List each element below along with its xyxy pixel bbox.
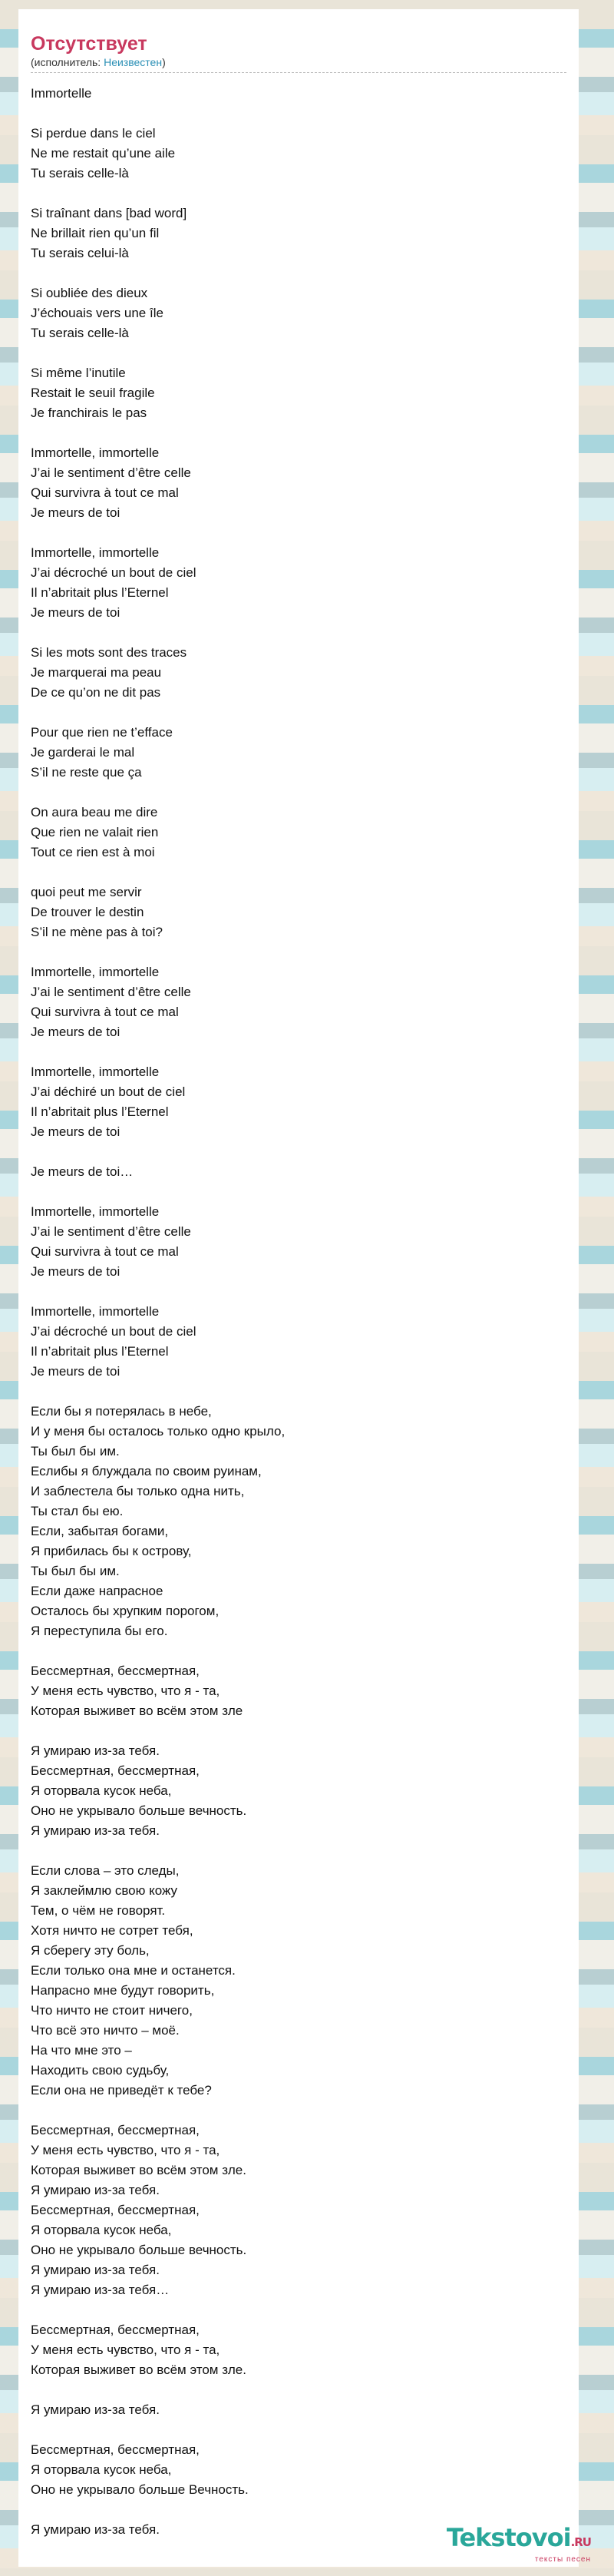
lyrics-line: Il n’abritait plus l’Eternel xyxy=(31,1104,169,1119)
lyrics-line: De ce qu’on ne dit pas xyxy=(31,685,161,700)
lyrics-line: Ne me restait qu’une aile xyxy=(31,146,176,161)
lyrics-line: J’ai décroché un bout de ciel xyxy=(31,565,196,580)
lyrics-line: Если только она мне и останется. xyxy=(31,1963,236,1978)
lyrics-line: Я умираю из-за тебя. xyxy=(31,2402,160,2417)
lyrics-stanza xyxy=(31,2400,566,2420)
lyrics-line: И заблестела бы только одна нить, xyxy=(31,1484,245,1498)
lyrics-line: Immortelle, immortelle xyxy=(31,545,160,560)
lyrics-line: Я прибилась бы к острову, xyxy=(31,1544,192,1558)
lyrics-line: Что всё это ничто – моё. xyxy=(31,2023,180,2038)
lyrics-line: Tu serais celle-là xyxy=(31,166,129,180)
lyrics-line: Если бы я потерялась в небе, xyxy=(31,1404,212,1419)
lyrics-line: Осталось бы хрупким порогом, xyxy=(31,1604,220,1618)
lyrics-line: Pour que rien ne t’efface xyxy=(31,725,173,740)
lyrics-line: Я переступила бы его. xyxy=(31,1624,168,1638)
lyrics-line: Tu serais celle-là xyxy=(31,326,129,340)
lyrics-stanza xyxy=(31,643,566,703)
lyrics-stanza xyxy=(31,84,566,104)
logo-name: Tekstovoi xyxy=(446,2523,571,2552)
lyrics-line: Еслибы я блуждала по своим руинам, xyxy=(31,1464,262,1478)
lyrics-line: Je garderai le mal xyxy=(31,745,135,760)
lyrics-stanza xyxy=(31,1162,566,1182)
lyrics-line: De trouver le destin xyxy=(31,905,144,919)
lyrics-stanza xyxy=(31,1741,566,1841)
lyrics-line: On aura beau me dire xyxy=(31,805,158,819)
lyrics-stanza xyxy=(31,1861,566,2101)
lyrics-line: Ты был бы им. xyxy=(31,1564,120,1578)
lyrics-line: И у меня бы осталось только одно крыло, xyxy=(31,1424,286,1439)
lyrics-line: Если даже напрасное xyxy=(31,1584,163,1598)
lyrics-line: Ne brillait rien qu’un fil xyxy=(31,226,160,240)
lyrics-line: У меня есть чувство, что я - та, xyxy=(31,1684,220,1698)
lyrics-stanza xyxy=(31,803,566,863)
lyrics-line: Я умираю из-за тебя. xyxy=(31,2183,160,2197)
lyrics-line: Qui survivra à tout ce mal xyxy=(31,485,179,500)
lyrics-stanza xyxy=(31,2320,566,2380)
lyrics-line: Бессмертная, бессмертная, xyxy=(31,1664,200,1678)
lyrics-line: Я умираю из-за тебя. xyxy=(31,2522,160,2537)
lyrics-line: Je franchirais le pas xyxy=(31,406,147,420)
lyrics-line: Которая выживет во всём этом зле. xyxy=(31,2163,246,2177)
song-title: Отсутствует xyxy=(31,33,147,55)
lyrics-line: Я заклеймлю свою кожу xyxy=(31,1883,178,1898)
lyrics-line: quoi peut me servir xyxy=(31,885,142,899)
lyrics-line: Immortelle, immortelle xyxy=(31,1204,160,1219)
lyrics-line: На что мне это – xyxy=(31,2043,132,2058)
lyrics-line: Tu serais celui-là xyxy=(31,246,129,260)
artist-credit xyxy=(31,55,566,73)
lyrics-line: Il n’abritait plus l’Eternel xyxy=(31,585,169,600)
lyrics-line: Restait le seuil fragile xyxy=(31,386,155,400)
lyrics-line: Оно не укрывало больше вечность. xyxy=(31,1803,247,1818)
lyrics-line: Si perdue dans le ciel xyxy=(31,126,156,141)
lyrics-line: Si oubliée des dieux xyxy=(31,286,148,300)
lyrics-stanza xyxy=(31,962,566,1042)
lyrics-line: Je marquerai ma peau xyxy=(31,665,162,680)
lyrics-line: Я сберегу эту боль, xyxy=(31,1943,150,1958)
lyrics-stanza xyxy=(31,204,566,263)
lyrics-stanza xyxy=(31,443,566,523)
logo-tagline: тексты песен xyxy=(534,2555,591,2564)
lyrics-line: Si même l’inutile xyxy=(31,366,126,380)
lyrics-line: Я умираю из-за тебя. xyxy=(31,2263,160,2277)
lyrics-line: J’échouais vers une île xyxy=(31,306,163,320)
lyrics-line: Immortelle, immortelle xyxy=(31,965,160,979)
lyrics-line: Оно не укрывало больше вечность. xyxy=(31,2243,247,2257)
lyrics-line: Je meurs de toi xyxy=(31,605,120,620)
lyrics-line: Если слова – это следы, xyxy=(31,1863,180,1878)
lyrics-line: Je meurs de toi… xyxy=(31,1164,134,1179)
lyrics-line: Которая выживет во всём этом зле xyxy=(31,1704,243,1718)
lyrics-stanza xyxy=(31,543,566,623)
lyrics-line: Если, забытая богами, xyxy=(31,1524,169,1538)
lyrics-body xyxy=(31,84,566,2540)
lyrics-line: Je meurs de toi xyxy=(31,505,120,520)
lyrics-line: Я умираю из-за тебя. xyxy=(31,1823,160,1838)
lyrics-stanza xyxy=(31,283,566,343)
lyrics-line: Ты был бы им. xyxy=(31,1444,120,1459)
lyrics-line: Qui survivra à tout ce mal xyxy=(31,1244,179,1259)
lyrics-line: Бессмертная, бессмертная, xyxy=(31,1763,200,1778)
lyrics-line: Тем, о чём не говорят. xyxy=(31,1903,166,1918)
lyrics-line: J’ai décroché un bout de ciel xyxy=(31,1324,196,1339)
lyrics-line: S’il ne mène pas à toi? xyxy=(31,925,163,939)
lyrics-line: Je meurs de toi xyxy=(31,1264,120,1279)
lyrics-line: Que rien ne valait rien xyxy=(31,825,159,839)
lyrics-line: Я оторвала кусок неба, xyxy=(31,2462,172,2477)
lyrics-stanza xyxy=(31,1402,566,1641)
lyrics-stanza xyxy=(31,1661,566,1721)
lyrics-stanza xyxy=(31,882,566,942)
lyrics-line: Si les mots sont des traces xyxy=(31,645,187,660)
lyrics-line: Je meurs de toi xyxy=(31,1025,120,1039)
lyrics-line: Si traînant dans [bad word] xyxy=(31,206,187,220)
lyrics-stanza xyxy=(31,723,566,783)
lyrics-stanza xyxy=(31,363,566,423)
lyrics-line: Хотя ничто не сотрет тебя, xyxy=(31,1923,193,1938)
lyrics-stanza xyxy=(31,2440,566,2500)
lyrics-line: Напрасно мне будут говорить, xyxy=(31,1983,215,1998)
lyrics-line: Immortelle xyxy=(31,86,92,101)
lyrics-line: Я оторвала кусок неба, xyxy=(31,2223,172,2237)
lyrics-line: J’ai le sentiment d’être celle xyxy=(31,985,191,999)
lyrics-line: Я оторвала кусок неба, xyxy=(31,1783,172,1798)
lyrics-line: Если она не приведёт к тебе? xyxy=(31,2083,212,2098)
lyrics-line: Которая выживет во всём этом зле. xyxy=(31,2362,246,2377)
lyrics-line: Il n’abritait plus l’Eternel xyxy=(31,1344,169,1359)
lyrics-line: Qui survivra à tout ce mal xyxy=(31,1005,179,1019)
lyrics-line: Ты стал бы ею. xyxy=(31,1504,124,1518)
lyrics-stanza xyxy=(31,1202,566,1282)
lyrics-line: Находить свою судьбу, xyxy=(31,2063,170,2078)
lyrics-stanza xyxy=(31,1302,566,1382)
lyrics-line: Оно не укрывало больше Вечность. xyxy=(31,2482,249,2497)
lyrics-stanza xyxy=(31,1062,566,1142)
lyrics-stanza xyxy=(31,2121,566,2300)
lyrics-line: Immortelle, immortelle xyxy=(31,1304,160,1319)
lyrics-line: У меня есть чувство, что я - та, xyxy=(31,2143,220,2157)
lyrics-line: Что ничто не стоит ничего, xyxy=(31,2003,193,2018)
lyrics-line: Я умираю из-за тебя… xyxy=(31,2283,170,2297)
lyrics-line: Бессмертная, бессмертная, xyxy=(31,2323,200,2337)
lyrics-page xyxy=(18,9,579,2567)
lyrics-line: Tout ce rien est à moi xyxy=(31,845,155,859)
lyrics-line: Бессмертная, бессмертная, xyxy=(31,2123,200,2137)
logo-tld: .RU xyxy=(570,2535,591,2549)
lyrics-line: Je meurs de toi xyxy=(31,1124,120,1139)
lyrics-line: Я умираю из-за тебя. xyxy=(31,1743,160,1758)
lyrics-line: J’ai le sentiment d’être celle xyxy=(31,465,191,480)
lyrics-line: Immortelle, immortelle xyxy=(31,445,160,460)
artist-prefix: (исполнитель: xyxy=(31,56,104,68)
artist-suffix: ) xyxy=(162,56,166,68)
lyrics-line: J’ai le sentiment d’être celle xyxy=(31,1224,191,1239)
lyrics-line: Je meurs de toi xyxy=(31,1364,120,1379)
artist-link[interactable]: Неизвестен xyxy=(104,56,163,68)
lyrics-line: Бессмертная, бессмертная, xyxy=(31,2203,200,2217)
lyrics-stanza xyxy=(31,124,566,184)
lyrics-line: Бессмертная, бессмертная, xyxy=(31,2442,200,2457)
lyrics-line: У меня есть чувство, что я - та, xyxy=(31,2343,220,2357)
lyrics-line: S’il ne reste que ça xyxy=(31,765,142,780)
lyrics-line: J’ai déchiré un bout de ciel xyxy=(31,1084,186,1099)
site-logo[interactable] xyxy=(447,2525,591,2564)
lyrics-line: Immortelle, immortelle xyxy=(31,1065,160,1079)
